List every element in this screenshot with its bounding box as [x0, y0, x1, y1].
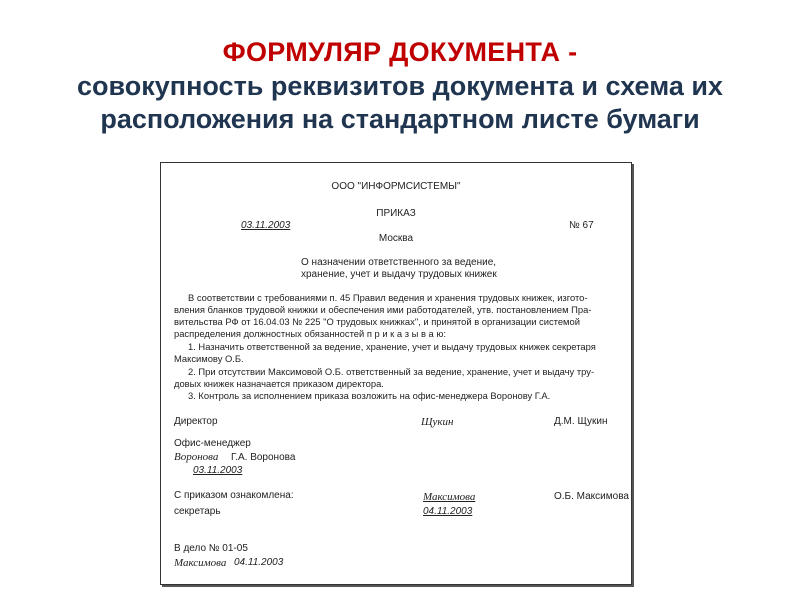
acknowledgement-position: секретарь	[174, 506, 221, 517]
document-date: 03.11.2003	[241, 220, 291, 231]
document-number: № 67	[569, 220, 594, 231]
document-place: Москва	[378, 233, 414, 244]
document-heading-line2: хранение, учет и выдачу трудовых книжек	[301, 269, 497, 280]
file-signature: Максимова	[174, 557, 227, 569]
approval-date: 03.11.2003	[193, 465, 243, 476]
title-subtitle-line2: расположения на стандартном листе бумаги	[100, 104, 700, 134]
title-heading: ФОРМУЛЯР ДОКУМЕНТА -	[222, 37, 578, 67]
director-name: Д.М. Щукин	[554, 416, 608, 427]
director-signature: Щукин	[421, 416, 454, 428]
body-line: 2. При отсутствии Максимовой О.Б. ответственный за ведение, хранение, учет и выдачу тру-	[188, 366, 595, 377]
body-line: 1. Назначить ответственной за ведение, хранение, учет и выдачу трудовых книжек секретаря	[188, 341, 596, 352]
approval-signature: Воронова	[174, 451, 219, 463]
document-type: ПРИКАЗ	[376, 208, 416, 219]
document-heading-line1: О назначении ответственного за ведение,	[301, 257, 497, 268]
body-line: вительства РФ от 16.04.03 № 225 "О трудовых книжках", и принятой в организации системой	[174, 316, 580, 327]
acknowledgement-label: С приказом ознакомлена:	[174, 490, 294, 501]
body-line: распределения должностных обязанностей п р и к а з ы в а ю:	[174, 328, 446, 339]
body-line: В соответствии с требованиями п. 45 Правил ведения и хранения трудовых книжек, изгото-	[188, 292, 588, 303]
slide-title	[0, 34, 800, 136]
director-label: Директор	[174, 416, 218, 427]
title-subtitle-line1: совокупность реквизитов документа и схема их	[77, 71, 723, 101]
acknowledgement-date: 04.11.2003	[423, 506, 473, 517]
file-date: 04.11.2003	[234, 557, 284, 568]
approval-name: Г.А. Воронова	[231, 452, 296, 463]
body-line: Максимову О.Б.	[174, 353, 244, 364]
body-line: довых книжек назначается приказом директора.	[174, 378, 384, 389]
file-note: В дело № 01-05	[174, 543, 248, 554]
organization-name: ООО "ИНФОРМСИСТЕМЫ"	[331, 181, 461, 192]
body-line: 3. Контроль за исполнением приказа возложить на офис-менеджера Воронову Г.А.	[188, 390, 551, 401]
approval-title: Офис-менеджер	[174, 438, 251, 449]
order-document-sheet	[160, 162, 632, 585]
acknowledgement-signature: Максимова	[423, 491, 476, 503]
acknowledgement-name: О.Б. Максимова	[554, 491, 629, 502]
body-line: вления бланков трудовой книжки и обеспечения ими работодателей, утв. постановлением Пра-	[174, 304, 592, 315]
